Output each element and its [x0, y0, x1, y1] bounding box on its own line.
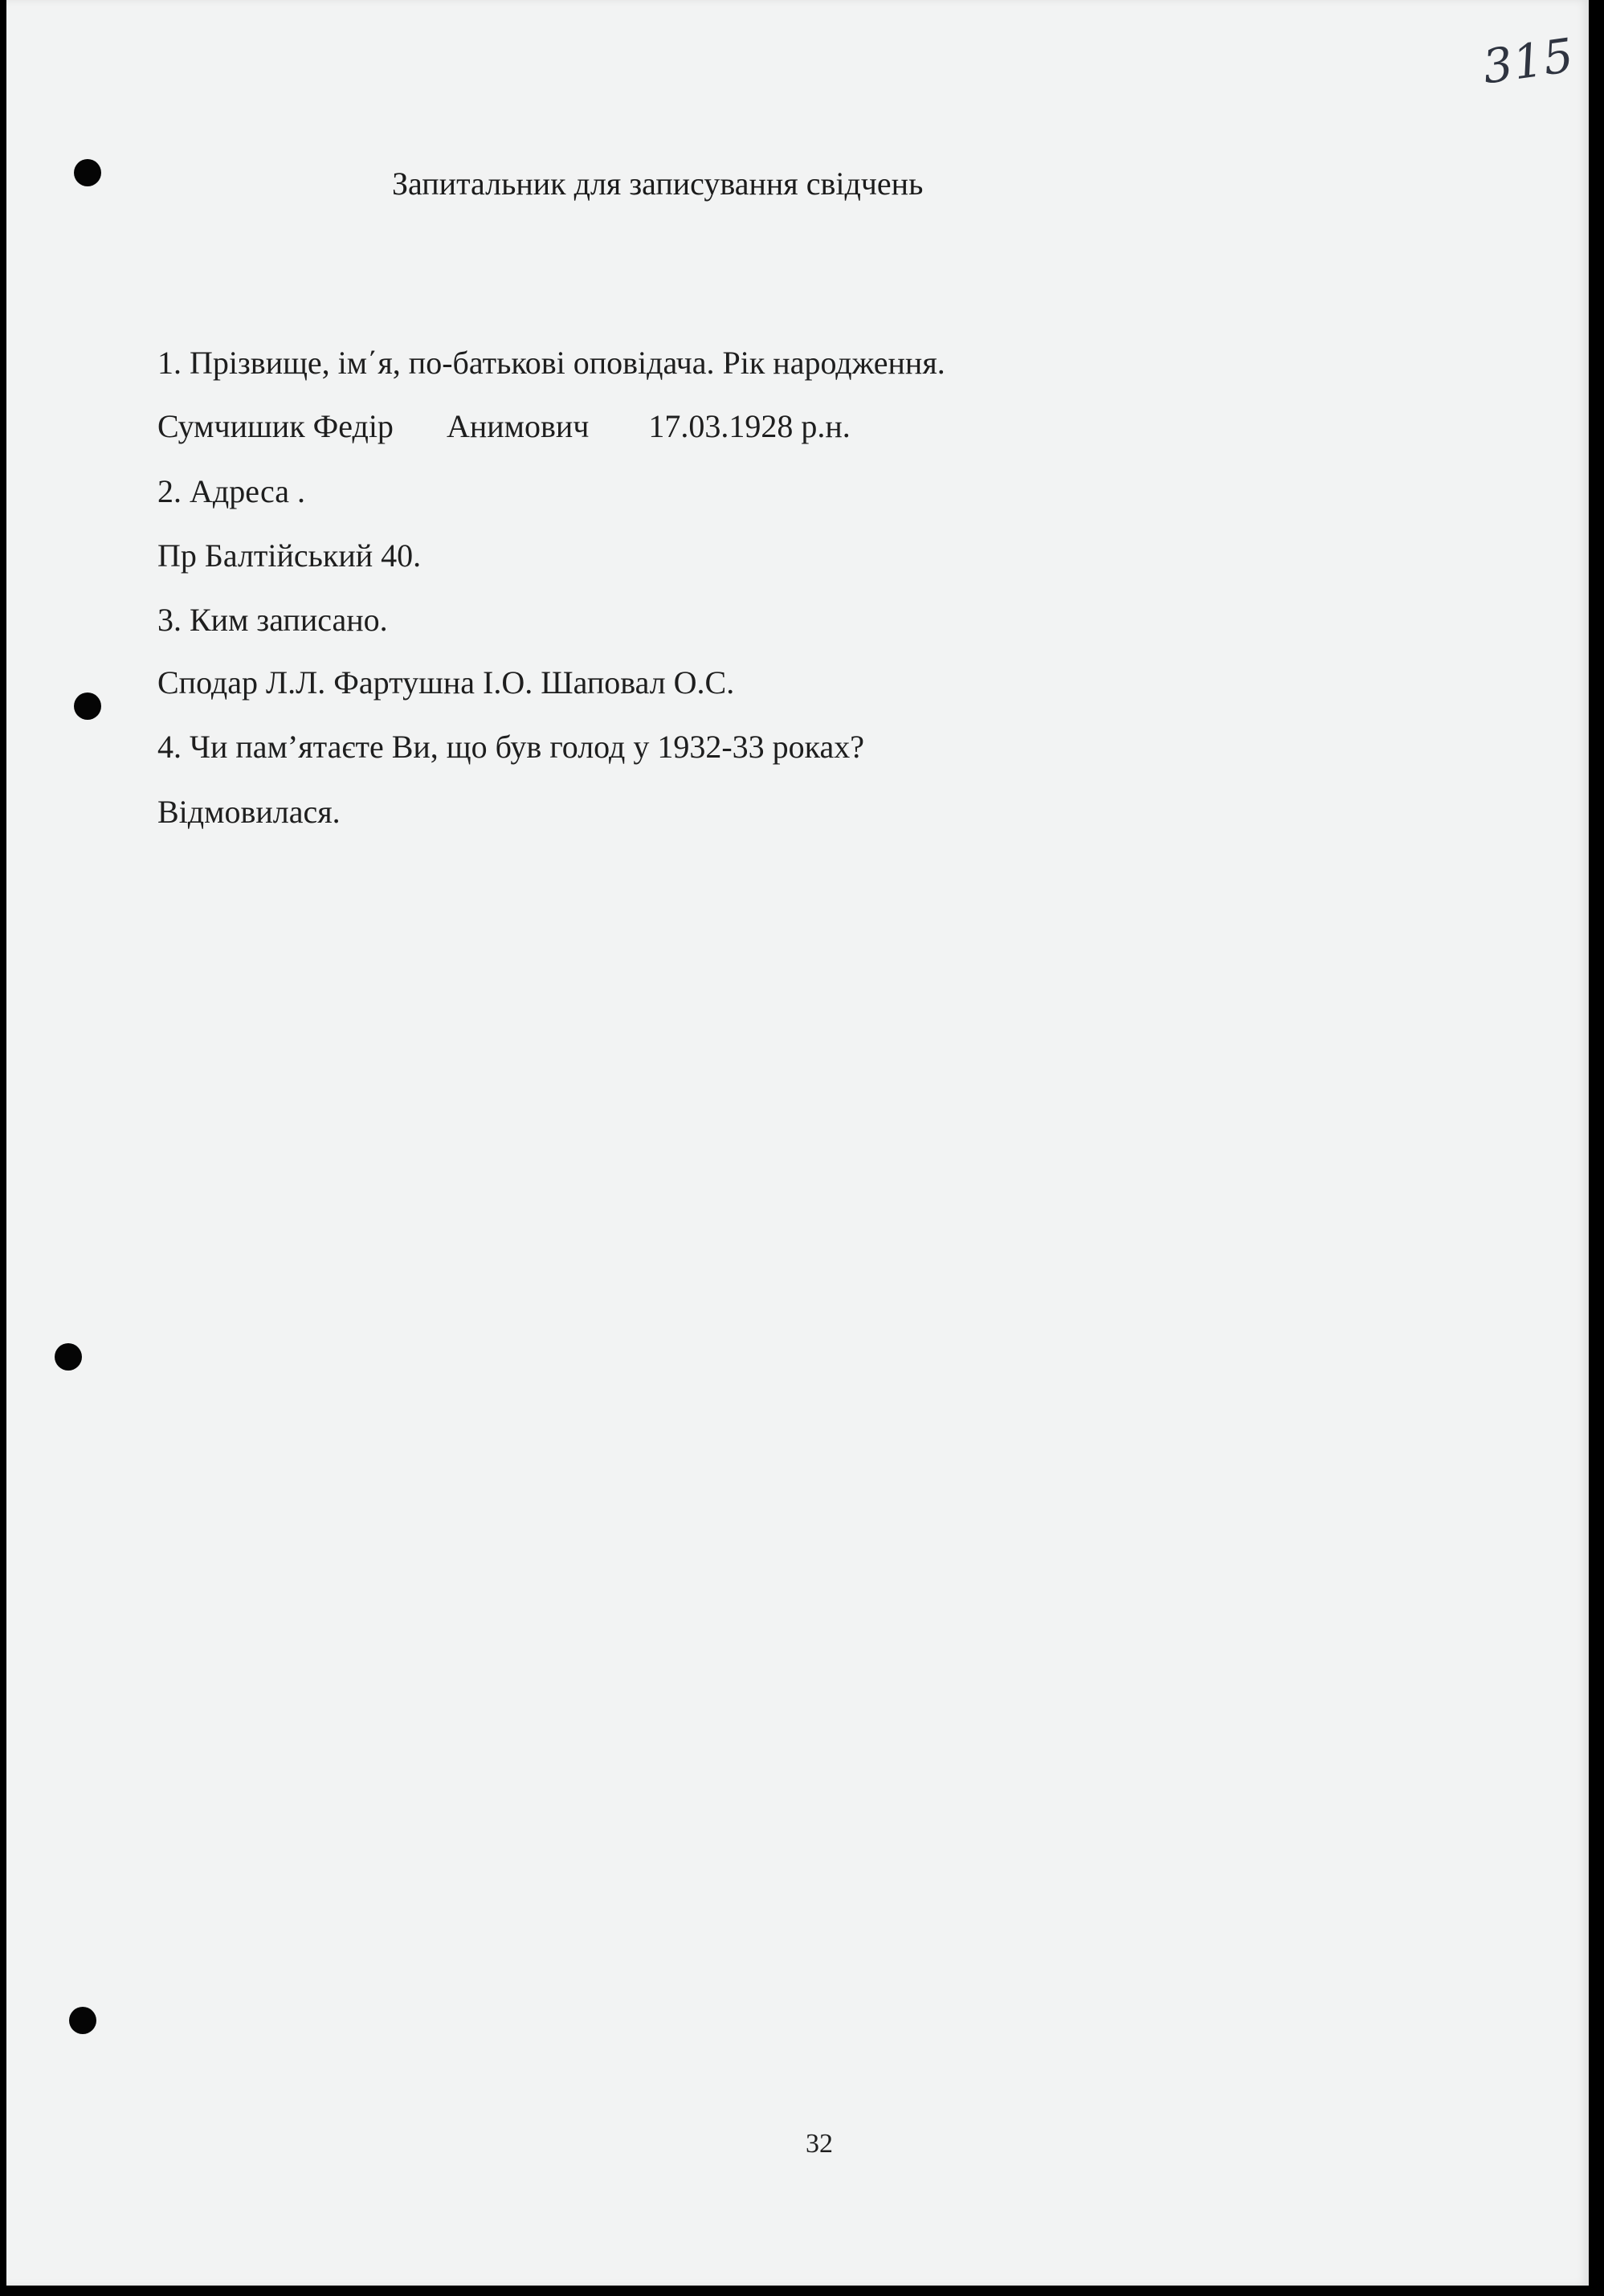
punch-hole: [55, 1343, 82, 1371]
answer-4: Відмовилася.: [157, 794, 341, 830]
page-title: Запитальник для записування свідчень: [392, 165, 924, 202]
punch-hole: [74, 159, 101, 186]
punch-hole: [69, 2007, 96, 2034]
answer-3: Сподар Л.Л. Фартушна І.О. Шаповал О.С.: [157, 664, 735, 701]
punch-hole: [74, 692, 101, 720]
page-number: 32: [806, 2129, 833, 2159]
question-1: 1. Прізвище, ім΄я, по-батькові оповідача. Рік народження.: [157, 345, 945, 381]
narrator-patronymic: Анимович: [446, 408, 590, 444]
narrator-birth-date: 17.03.1928 р.н.: [648, 408, 851, 444]
answer-2: Пр Балтійський 40.: [157, 537, 422, 574]
question-4: 4. Чи пам’ятаєте Ви, що був голод у 1932-33 роках?: [157, 729, 865, 765]
document-page: [6, 0, 1589, 2286]
question-3: 3. Ким записано.: [157, 602, 388, 638]
answer-1: [157, 407, 851, 445]
narrator-name: Сумчишик Федір: [157, 408, 394, 444]
archive-sheet-number: 315: [1479, 27, 1577, 95]
question-2: 2. Адреса .: [157, 473, 305, 509]
